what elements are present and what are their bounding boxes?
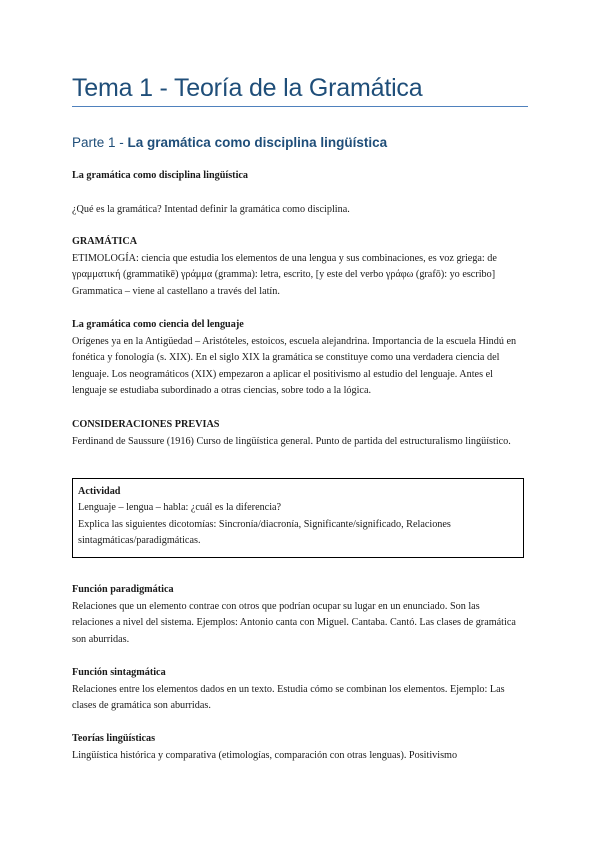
section-heading: La gramática como disciplina lingüística — [72, 170, 249, 181]
section-consideraciones — [72, 417, 532, 450]
section-heading: Función paradigmática — [72, 584, 174, 595]
section-gramatica — [72, 234, 532, 300]
section-heading: Función sintagmática — [72, 667, 166, 678]
activity-line: Lenguaje – lengua – habla: ¿cuál es la diferencia? — [78, 502, 282, 514]
section-disciplina — [72, 168, 532, 185]
part-title: La gramática como disciplina lingüística — [127, 135, 388, 150]
paragraph-line: fonética y fonología (s. XIX). En el siglo XIX la gramática se constituye como una verdadera ciencia del — [72, 352, 500, 364]
activity-line: Explica las siguientes dicotomías: Sincronía/diacronía, Significante/significado, Relaciones — [78, 518, 451, 530]
paragraph-line: γραμματική (grammatikē) γράμμα (gramma): letra, escrito, [y este del verbo γράφω (grafō): yo escribo] — [72, 269, 496, 281]
section-heading: CONSIDERACIONES PREVIAS — [72, 419, 220, 430]
paragraph-line: ETIMOLOGÍA: ciencia que estudia los elementos de una lengua y sus combinaciones, es voz griega: de — [72, 252, 497, 264]
activity-box — [72, 478, 524, 558]
paragraph-line: Relaciones que un elemento contrae con otros que podrían ocupar su lugar en un enunciado. Son las — [72, 600, 480, 612]
paragraph: ¿Qué es la gramática? Intentad definir la gramática como disciplina. — [72, 204, 350, 215]
section-heading: GRAMÁTICA — [72, 236, 138, 247]
page-title: Tema 1 - Teoría de la Gramática — [72, 74, 423, 102]
paragraph-line: Relaciones entre los elementos dados en un texto. Estudia cómo se combinan los elementos. Ejemplo: Las — [72, 683, 505, 695]
paragraph-line: clases de gramática son aburridas. — [72, 700, 211, 712]
paragraph: Lingüística histórica y comparativa (etimologías, comparación con otras lenguas). Positivismo — [72, 749, 458, 761]
section-funcion-sintagmatica — [72, 665, 532, 715]
paragraph-line: Grammatica – viene al castellano a través del latín. — [72, 285, 280, 297]
section-teorias — [72, 731, 532, 764]
section-ciencia-lenguaje — [72, 317, 532, 400]
section-disciplina-text — [72, 202, 532, 219]
section-heading: La gramática como ciencia del lenguaje — [72, 319, 244, 330]
section-funcion-paradigmatica — [72, 582, 532, 648]
paragraph-line: Orígenes ya en la Antigüedad – Aristóteles, estoicos, escuela alejandrina. Importancia de la escuela Hindú en — [72, 335, 517, 347]
paragraph-line: son aburridas. — [72, 633, 130, 645]
paragraph-line: lenguaje se estudiaba subordinado a otras ciencias, sobre todo a la lógica. — [72, 385, 372, 397]
part-label: Parte 1 - — [72, 135, 128, 150]
section-heading: Teorías lingüísticas — [72, 733, 156, 744]
paragraph-line: relaciones a nivel del sistema. Ejemplos: Antonio canta con Miguel. Cantaba. Cantó. Las clases de gramática — [72, 617, 516, 629]
activity-heading: Actividad — [78, 486, 121, 497]
paragraph-line: lenguaje. Los neogramáticos (XIX) empezaron a aplicar el positivismo al estudio del lenguaje. Antes el — [72, 368, 493, 380]
part-heading — [72, 135, 387, 150]
activity-line: sintagmáticas/paradigmáticas. — [78, 535, 201, 547]
title-underline — [72, 106, 528, 107]
paragraph: Ferdinand de Saussure (1916) Curso de lingüística general. Punto de partida del estructuralismo lingüístico. — [72, 435, 511, 447]
